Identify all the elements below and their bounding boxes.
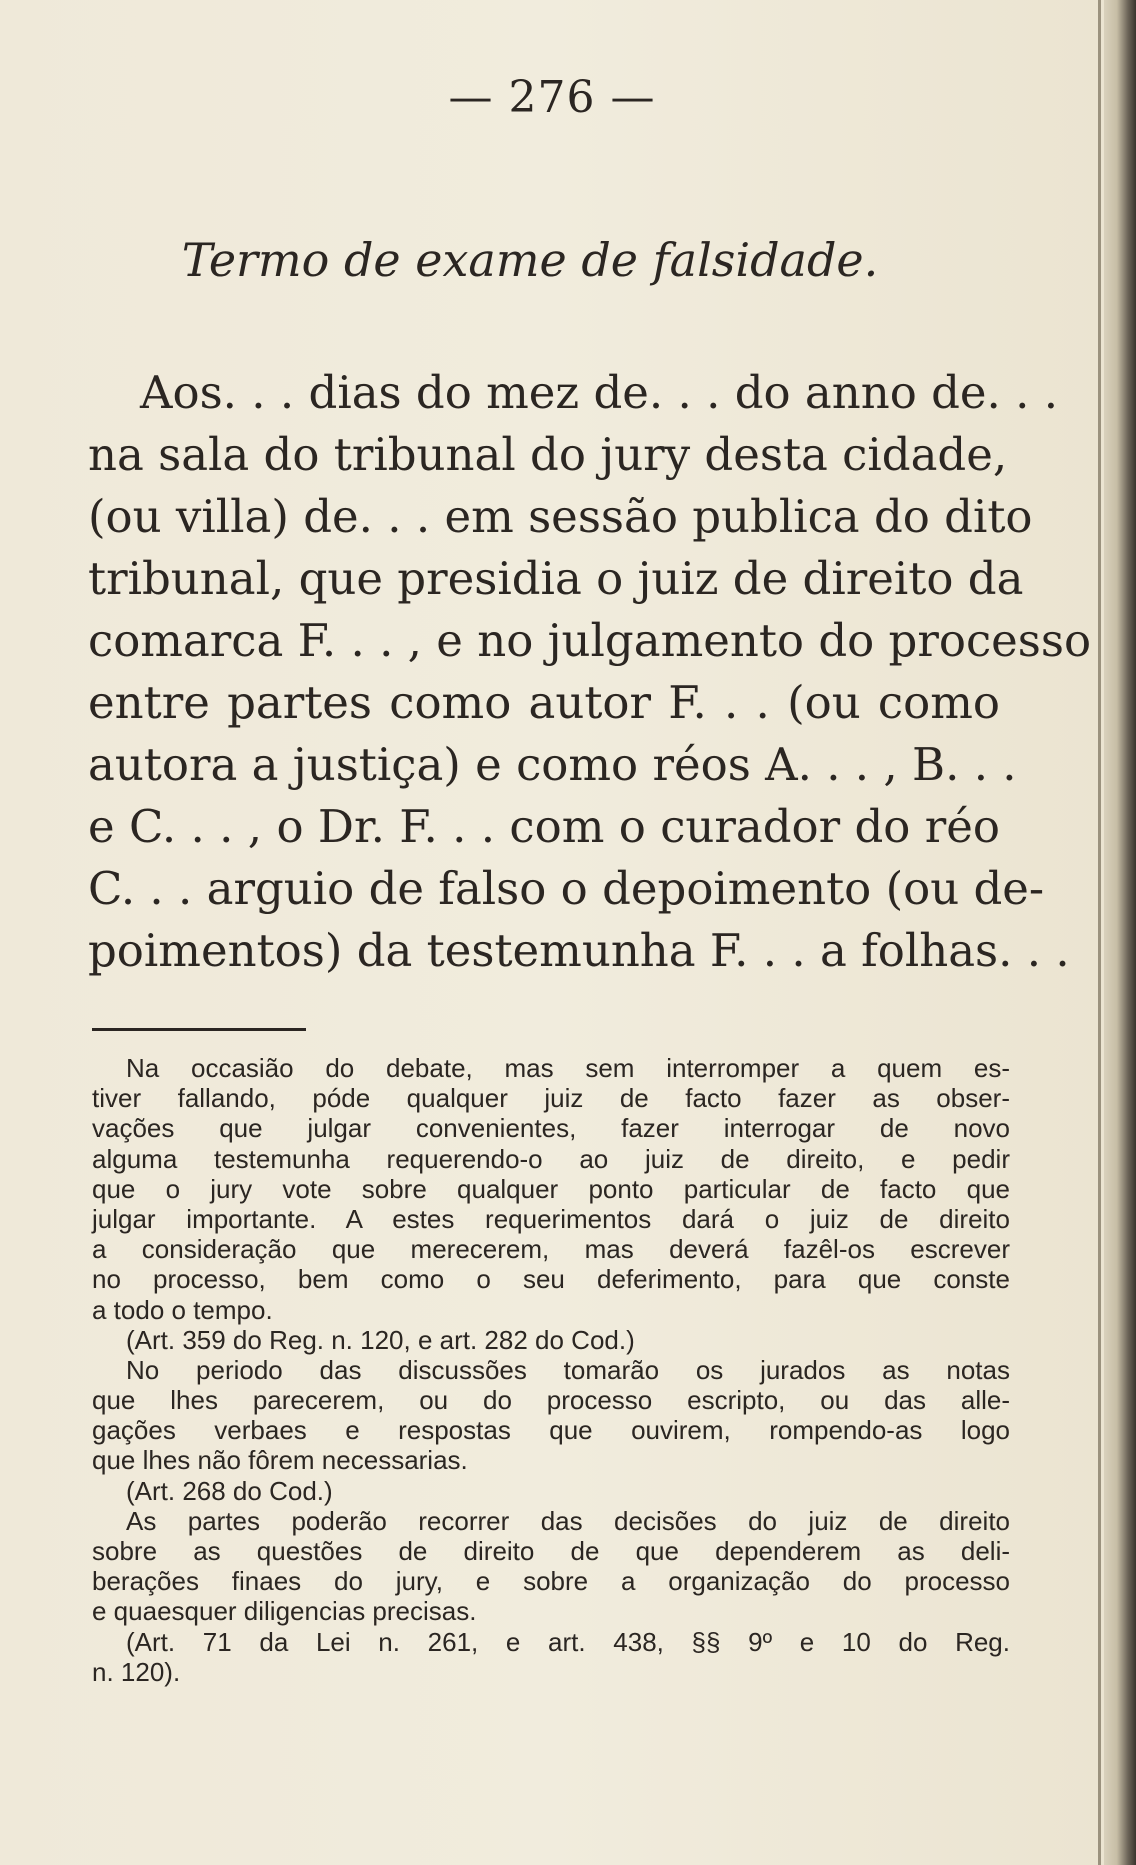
footnote-reference-continued: n. 120).	[92, 1656, 181, 1687]
main-text-line: autora a justiça) e como réos A. . . , B. . .	[88, 738, 1017, 791]
footnote-3	[92, 1506, 1010, 1687]
footnote-line: que lhes parecerem, ou do processo escripto, ou das alle-	[92, 1385, 1010, 1416]
main-text-line: Aos. . . dias do mez de. . . do anno de. . .	[140, 366, 1059, 419]
main-text-line: tribunal, que presidia o juiz de direito da	[88, 552, 1024, 605]
footnote-line: vações que julgar convenientes, fazer interrogar de novo	[92, 1113, 1010, 1144]
main-text-line: e C. . . , o Dr. F. . . com o curador do réo	[88, 800, 1000, 853]
main-text-line: C. . . arguio de falso o depoimento (ou de-	[88, 862, 1045, 915]
footnote-divider	[92, 1028, 306, 1031]
main-text-line: poimentos) da testemunha F. . . a folhas. . .	[88, 924, 1070, 977]
footnote-1	[92, 1053, 1010, 1355]
footnote-line: gações verbaes e respostas que ouvirem, rompendo-as logo	[92, 1415, 1010, 1446]
section-title: Termo de exame de falsidade.	[181, 233, 879, 287]
footnote-reference: (Art. 359 do Reg. n. 120, e art. 282 do Cod.)	[126, 1324, 635, 1355]
footnote-line: a todo o tempo.	[92, 1294, 273, 1325]
footnote-line: que lhes não fôrem necessarias.	[92, 1445, 468, 1476]
footnote-reference: (Art. 71 da Lei n. 261, e art. 438, §§ 9º e 10 do Reg.	[126, 1626, 1010, 1657]
footnote-2	[92, 1355, 1010, 1506]
main-text-line: entre partes como autor F. . . (ou como	[88, 676, 1000, 729]
footnote-line: Na occasião do debate, mas sem interromper a quem es-	[126, 1053, 1010, 1083]
footnote-line: No periodo das discussões tomarão os jurados as notas	[126, 1354, 1010, 1385]
footnote-line: As partes poderão recorrer das decisões do juiz de direito	[126, 1505, 1010, 1536]
main-text-line: comarca F. . . , e no julgamento do processo	[88, 614, 1092, 667]
footnote-line: que o jury vote sobre qualquer ponto particular de facto que	[92, 1173, 1010, 1204]
footnote-line: a consideração que merecerem, mas deverá fazêl-os escrever	[92, 1234, 1010, 1265]
footnote-line: no processo, bem como o seu deferimento, para que conste	[92, 1264, 1010, 1295]
book-binding-edge	[1104, 0, 1136, 1865]
footnote-line: tiver fallando, póde qualquer juiz de facto fazer as obser-	[92, 1083, 1010, 1114]
page-number: — 276 —	[448, 72, 656, 123]
main-text-line: na sala do tribunal do jury desta cidade,	[88, 428, 1008, 481]
footnotes	[92, 1053, 1010, 1687]
footnote-line: e quaesquer diligencias precisas.	[92, 1596, 477, 1627]
footnote-line: alguma testemunha requerendo-o ao juiz de direito, e pedir	[92, 1143, 1010, 1174]
main-text	[88, 362, 1092, 982]
footnote-reference: (Art. 268 do Cod.)	[126, 1475, 333, 1506]
footnote-line: sobre as questões de direito de que dependerem as deli-	[92, 1536, 1010, 1566]
footnote-line: berações finaes do jury, e sobre a organização do processo	[92, 1566, 1010, 1597]
footnote-line: julgar importante. A estes requerimentos dará o juiz de direito	[92, 1203, 1010, 1234]
page-fold-shadow	[1098, 0, 1101, 1865]
main-text-line: (ou villa) de. . . em sessão publica do dito	[88, 490, 1033, 543]
